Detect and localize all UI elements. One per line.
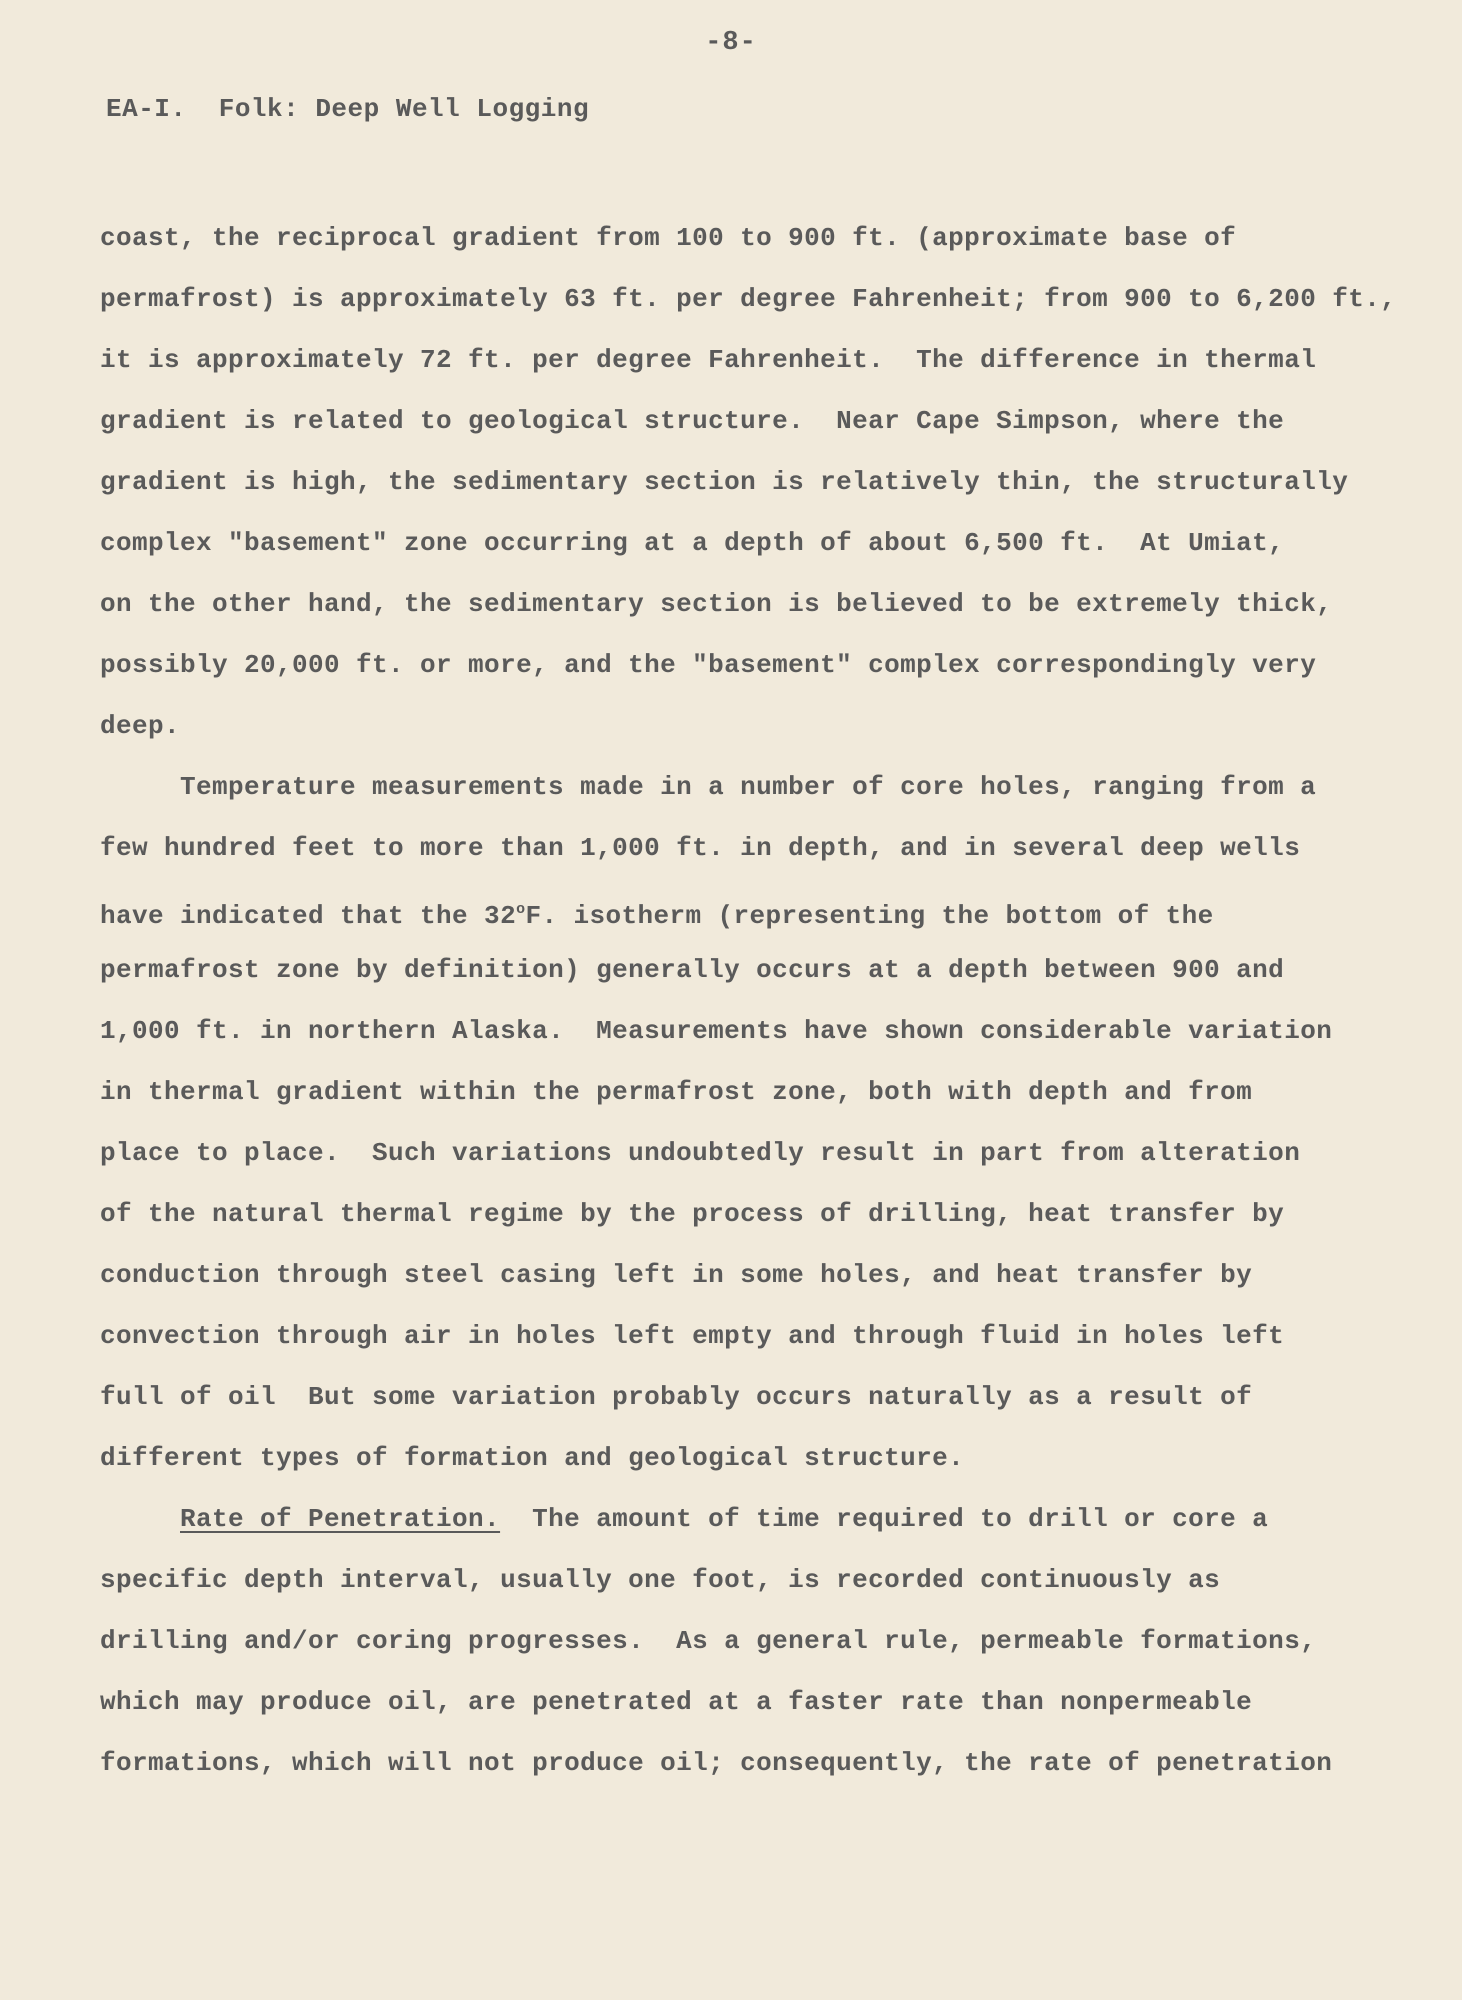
text-line: complex "basement" zone occurring at a depth of about 6,500 ft. At Umiat, — [100, 528, 1285, 558]
text-line: different types of formation and geological structure. — [100, 1443, 965, 1473]
text-line: deep. — [100, 711, 181, 741]
running-head: EA-I. Folk: Deep Well Logging — [106, 94, 590, 124]
text-line-side-head — [100, 1489, 1370, 1550]
text-line: drilling and/or coring progresses. As a general rule, permeable formations, — [100, 1626, 1317, 1656]
degree-mark: o — [516, 901, 526, 918]
text-line: possibly 20,000 ft. or more, and the "basement" complex correspondingly very — [100, 650, 1317, 680]
text-line: gradient is related to geological structure. Near Cape Simpson, where the — [100, 406, 1285, 436]
text-fragment: The amount of time required to drill or core a — [500, 1504, 1269, 1534]
text-line: full of oil But some variation probably occurs naturally as a result of — [100, 1382, 1253, 1412]
text-line: specific depth interval, usually one foot, is recorded continuously as — [100, 1565, 1221, 1595]
text-line: of the natural thermal regime by the process of drilling, heat transfer by — [100, 1199, 1285, 1229]
text-line: convection through air in holes left empty and through fluid in holes left — [100, 1321, 1285, 1351]
text-fragment: F. isotherm (representing the bottom of the — [525, 901, 1214, 931]
text-line-isotherm — [100, 879, 1370, 940]
text-line: which may produce oil, are penetrated at a faster rate than nonpermeable — [100, 1687, 1253, 1717]
page-number: -8- — [705, 28, 757, 58]
body-text — [100, 208, 1397, 1794]
text-line: place to place. Such variations undoubtedly result in part from alteration — [100, 1138, 1301, 1168]
text-line: coast, the reciprocal gradient from 100 to 900 ft. (approximate base of — [100, 223, 1237, 253]
text-line: it is approximately 72 ft. per degree Fahrenheit. The difference in thermal — [100, 345, 1317, 375]
paragraph-2 — [100, 757, 1370, 1489]
text-line: Temperature measurements made in a number of core holes, ranging from a — [180, 772, 1317, 802]
side-heading: Rate of Penetration. — [180, 1504, 501, 1534]
text-line: few hundred feet to more than 1,000 ft. in depth, and in several deep wells — [100, 833, 1301, 863]
paragraph-1 — [100, 208, 1397, 757]
text-line: in thermal gradient within the permafrost zone, both with depth and from — [100, 1077, 1253, 1107]
text-line: on the other hand, the sedimentary section is believed to be extremely thick, — [100, 589, 1333, 619]
paragraph-3 — [100, 1489, 1370, 1794]
text-line: 1,000 ft. in northern Alaska. Measurements have shown considerable variation — [100, 1016, 1333, 1046]
text-line: conduction through steel casing left in some holes, and heat transfer by — [100, 1260, 1253, 1290]
text-line: gradient is high, the sedimentary section is relatively thin, the structurally — [100, 467, 1349, 497]
text-line: formations, which will not produce oil; consequently, the rate of penetration — [100, 1748, 1333, 1778]
text-fragment: have indicated that the 32 — [100, 901, 517, 931]
text-line: permafrost zone by definition) generally occurs at a depth between 900 and — [100, 955, 1285, 985]
text-line: permafrost) is approximately 63 ft. per degree Fahrenheit; from 900 to 6,200 ft., — [100, 284, 1397, 314]
